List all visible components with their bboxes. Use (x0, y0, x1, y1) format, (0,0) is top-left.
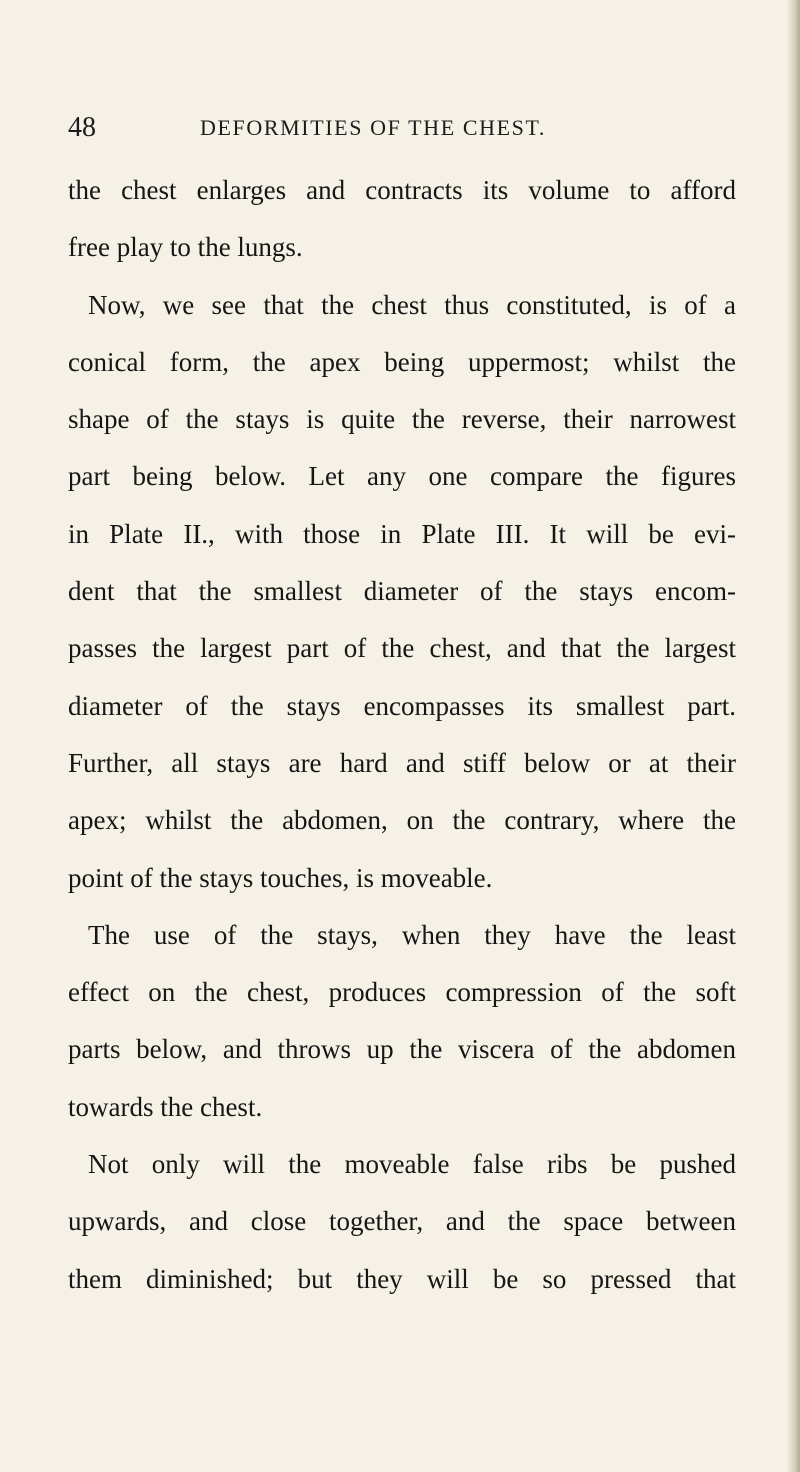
text-line: them diminished; but they will be so pressed that (68, 1263, 736, 1294)
text-line: passes the largest part of the chest, and that the largest (68, 633, 736, 664)
text-line: free play to the lungs. (68, 232, 303, 263)
text-line: in Plate II., with those in Plate III. It will be evi- (68, 518, 736, 549)
body-text (68, 162, 736, 1308)
text-line: apex; whilst the abdomen, on the contrary, where the (68, 805, 736, 836)
text-line: point of the stays touches, is moveable. (68, 862, 493, 893)
text-line: diameter of the stays encompasses its smallest part. (68, 690, 736, 721)
page-edge-shadow (786, 0, 800, 1472)
text-line: part being below. Let any one compare the figures (68, 461, 736, 492)
page-number: 48 (68, 112, 96, 143)
running-head: DEFORMITIES OF THE CHEST. (200, 115, 546, 140)
text-line: upwards, and close together, and the space between (68, 1206, 736, 1237)
text-line: parts below, and throws up the viscera of the abdomen (68, 1034, 736, 1065)
page-header (68, 108, 728, 148)
text-line: Further, all stays are hard and stiff below or at their (68, 747, 736, 778)
text-line: effect on the chest, produces compression of the soft (68, 977, 736, 1008)
text-line: shape of the stays is quite the reverse, their narrowest (68, 404, 736, 435)
text-line: the chest enlarges and contracts its volume to afford (68, 175, 736, 205)
text-line: The use of the stays, when they have the least (88, 919, 736, 950)
text-line: dent that the smallest diameter of the stays encom- (68, 576, 736, 607)
text-line: Now, we see that the chest thus constituted, is of a (88, 289, 736, 320)
text-line: Not only will the moveable false ribs be pushed (88, 1149, 736, 1180)
text-line: conical form, the apex being uppermost; whilst the (68, 346, 736, 377)
text-line: towards the chest. (68, 1091, 263, 1122)
